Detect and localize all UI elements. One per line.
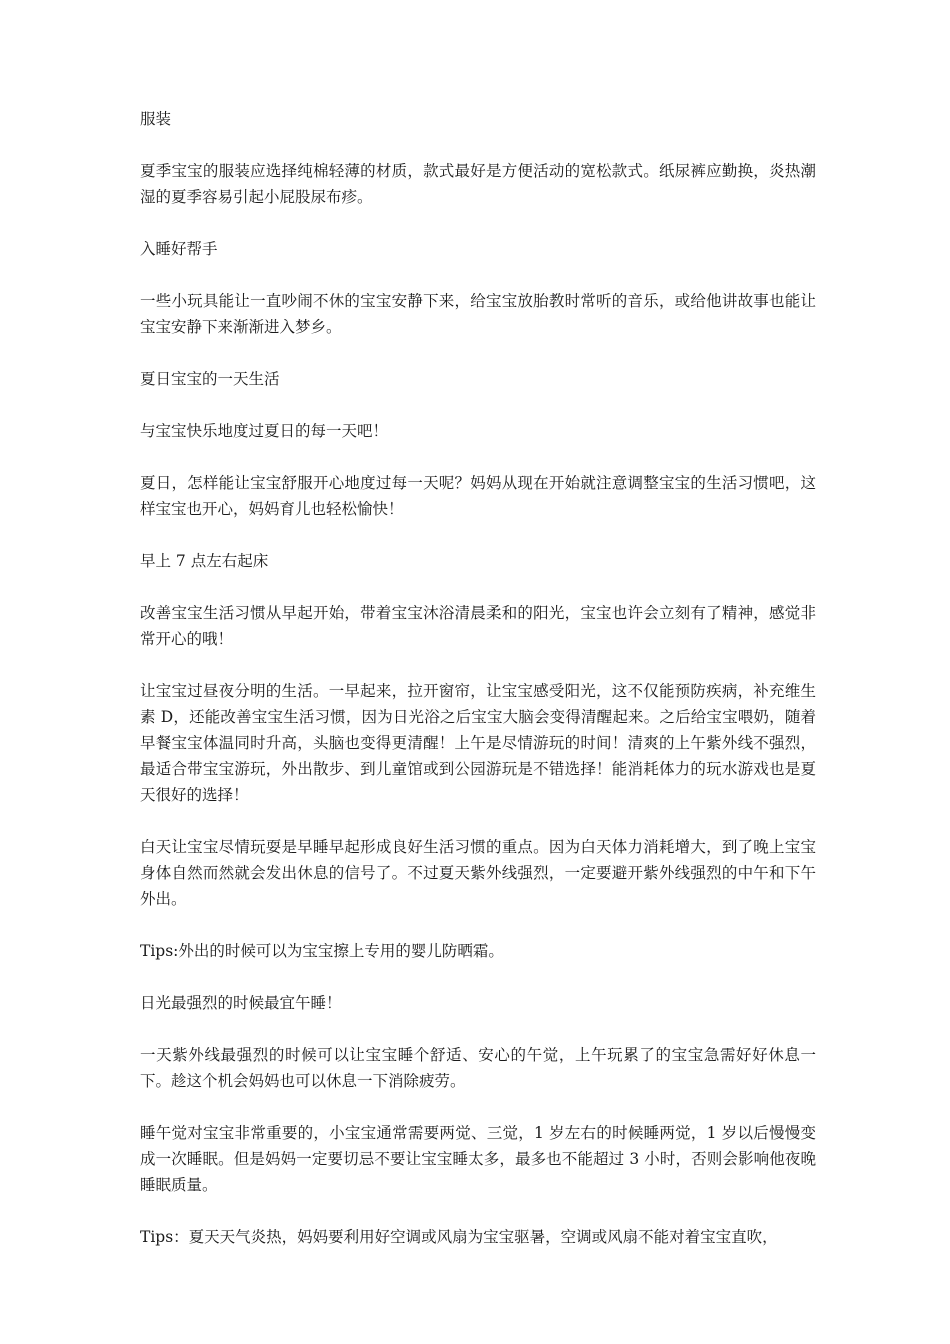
tips-air-conditioning: Tips：夏天天气炎热，妈妈要利用好空调或风扇为宝宝驱暑，空调或风扇不能对着宝宝直吹， xyxy=(140,1228,778,1246)
heading-wake-up: 早上 7 点左右起床 xyxy=(140,552,269,570)
paragraph-sleep-helper: 一些小玩具能让一直吵闹不休的宝宝安静下来，给宝宝放胎教时常听的音乐，或给他讲故事也能让宝宝安静下来渐渐进入梦乡。 xyxy=(140,292,816,336)
tips-sunscreen: Tips:外出的时候可以为宝宝擦上专用的婴儿防晒霜。 xyxy=(140,942,504,960)
heading-sleep-helper: 入睡好帮手 xyxy=(140,240,218,258)
document-body xyxy=(140,106,816,1276)
paragraph-summer-habits: 夏日，怎样能让宝宝舒服开心地度过每一天呢？妈妈从现在开始就注意调整宝宝的生活习惯吧，这样宝宝也开心，妈妈育儿也轻松愉快！ xyxy=(140,474,816,518)
paragraph-nap-importance: 睡午觉对宝宝非常重要的，小宝宝通常需要两觉、三觉，1 岁左右的时候睡两觉，1 岁以后慢慢变成一次睡眠。但是妈妈一定要切忌不要让宝宝睡太多，最多也不能超过 3 小时，否则会影响他夜晚睡眠质量。 xyxy=(140,1124,816,1194)
paragraph-wake-up: 改善宝宝生活习惯从早起开始，带着宝宝沐浴清晨柔和的阳光，宝宝也许会立刻有了精神，感觉非常开心的哦！ xyxy=(140,604,816,648)
paragraph-summer-day-intro: 与宝宝快乐地度过夏日的每一天吧！ xyxy=(140,422,389,440)
paragraph-nap: 一天紫外线最强烈的时候可以让宝宝睡个舒适、安心的午觉，上午玩累了的宝宝急需好好休息一下。趁这个机会妈妈也可以休息一下消除疲劳。 xyxy=(140,1046,816,1090)
paragraph-daytime-play: 白天让宝宝尽情玩耍是早睡早起形成良好生活习惯的重点。因为白天体力消耗增大，到了晚上宝宝身体自然而然就会发出休息的信号了。不过夏天紫外线强烈，一定要避开紫外线强烈的中午和下午外出。 xyxy=(140,838,816,908)
heading-summer-day: 夏日宝宝的一天生活 xyxy=(140,370,280,388)
paragraph-clothing: 夏季宝宝的服装应选择纯棉轻薄的材质，款式最好是方便活动的宽松款式。纸尿裤应勤换，炎热潮湿的夏季容易引起小屁股尿布疹。 xyxy=(140,162,816,206)
heading-nap: 日光最强烈的时候最宜午睡！ xyxy=(140,994,342,1012)
heading-clothing: 服装 xyxy=(140,110,172,128)
paragraph-day-night: 让宝宝过昼夜分明的生活。一早起来，拉开窗帘，让宝宝感受阳光，这不仅能预防疾病，补充维生素 D，还能改善宝宝生活习惯，因为日光浴之后宝宝大脑会变得清醒起来。之后给宝宝喂奶，随着早餐宝宝体温同时升高，头脑也变得更清醒！上午是尽情游玩的时间！清爽的上午紫外线不强烈，最适合带宝宝游玩，外出散步、到儿童馆或到公园游玩是不错选择！能消耗体力的玩水游戏也是夏天很好的选择！ xyxy=(140,682,816,804)
